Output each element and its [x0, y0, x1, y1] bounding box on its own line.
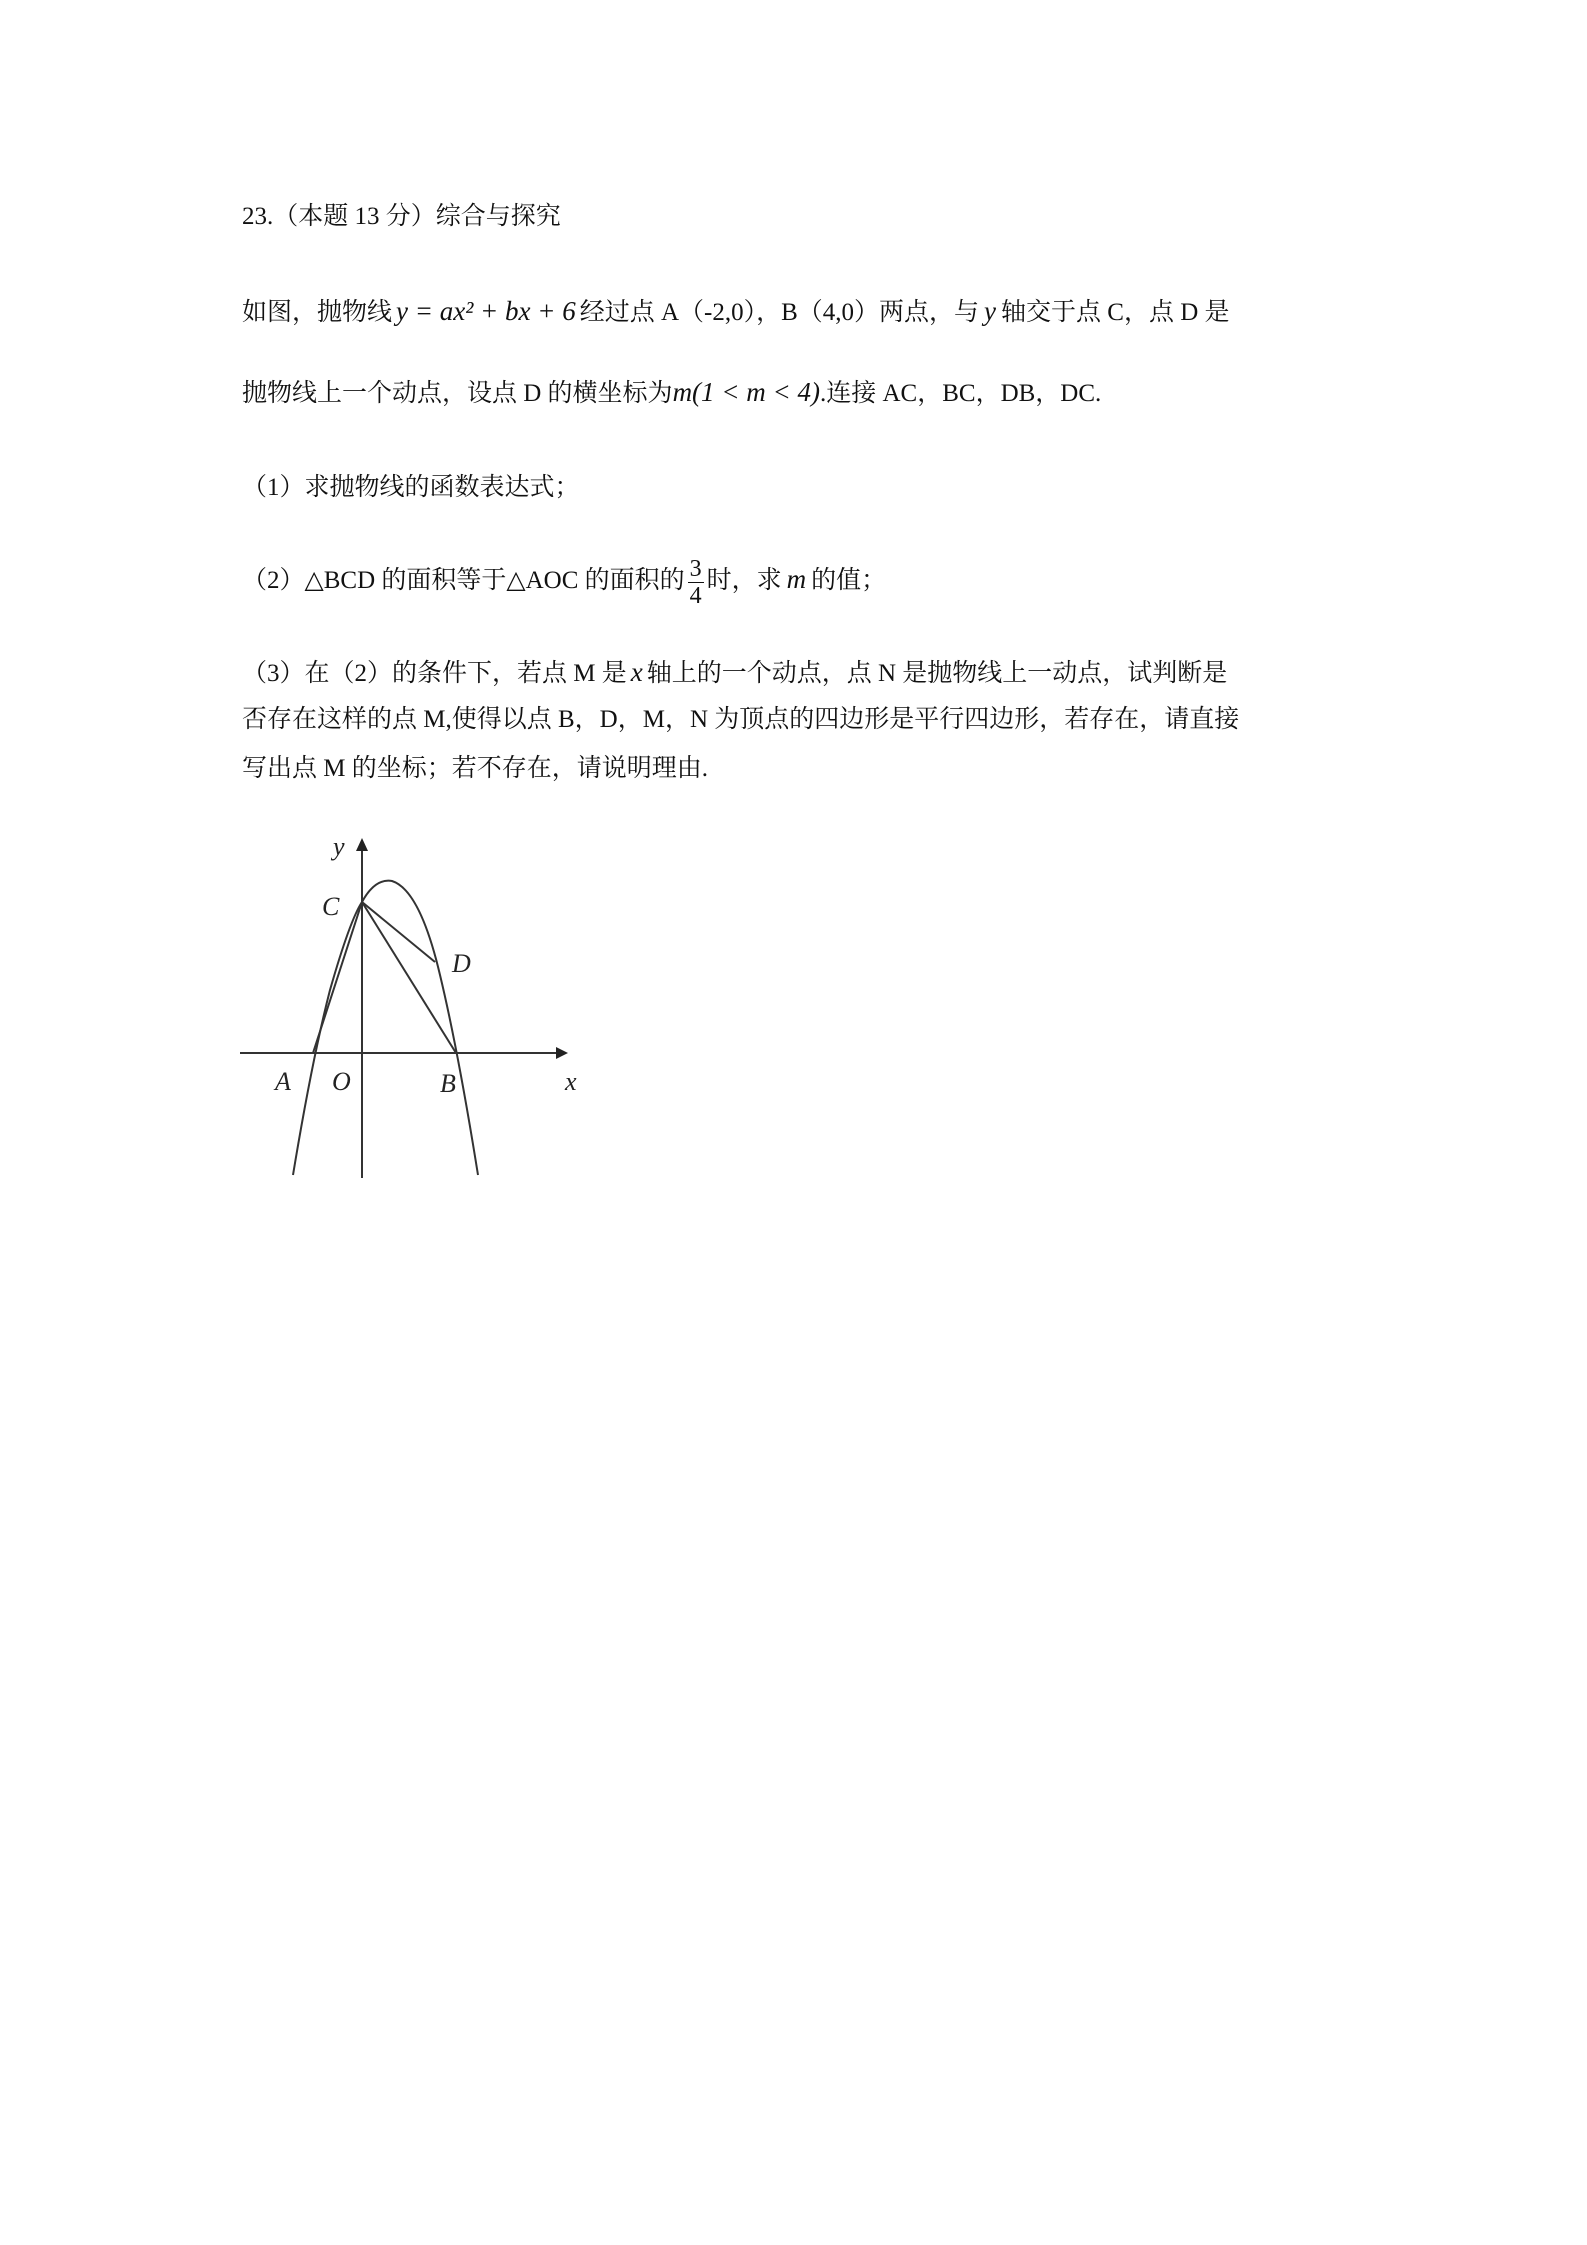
question-3-line3: 写出点 M 的坐标；若不存在，请说明理由. [242, 755, 708, 782]
line2-text-a: 抛物线上一个动点，设点 D 的横坐标为 [242, 380, 673, 407]
q2-text-b: 时，求 [706, 567, 782, 594]
intro-text-c: 轴交于点 C，点 D 是 [1001, 299, 1230, 326]
label-o: O [332, 1067, 351, 1096]
question-3-line2: 否存在这样的点 M,使得以点 B，D，M，N 为顶点的四边形是平行四边形，若存在，请直接 [242, 706, 1240, 733]
segment-bc [362, 902, 456, 1053]
label-b: B [440, 1069, 456, 1098]
segment-dc [362, 902, 435, 962]
label-a: A [275, 1067, 291, 1096]
q3-text-a: （3）在（2）的条件下，若点 M 是 [242, 660, 627, 687]
problem-title: 23.（本题 13 分）综合与探究 [242, 203, 561, 230]
label-c: C [322, 892, 340, 921]
m-range: m(1 < m < 4) [672, 377, 820, 407]
segment-ac [313, 902, 362, 1053]
equation: y = ax² + bx + 6 [396, 296, 576, 326]
q2-text-c: 的值； [811, 567, 887, 594]
m-variable: m [786, 564, 807, 594]
label-d: D [452, 949, 471, 978]
label-x: x [565, 1067, 577, 1096]
fraction-numerator: 3 [689, 555, 702, 582]
fraction-denominator: 4 [689, 582, 702, 609]
label-y: y [333, 832, 345, 861]
q2-text-a: （2）△BCD 的面积等于△AOC 的面积的 [242, 567, 685, 594]
question-1: （1）求抛物线的函数表达式； [242, 474, 580, 501]
y-axis-arrow-icon [356, 838, 368, 851]
intro-text-a: 如图，抛物线 [242, 299, 393, 326]
x-axis-arrow-icon [556, 1047, 568, 1059]
x-variable: x [630, 657, 643, 687]
line2-text-b: .连接 AC，BC，DB，DC. [819, 380, 1102, 407]
q3-text-b: 轴上的一个动点，点 N 是抛物线上一动点，试判断是 [646, 660, 1228, 687]
intro-text-b: 经过点 A（-2,0），B（4,0）两点，与 [579, 299, 980, 326]
y-variable: y [984, 296, 997, 326]
